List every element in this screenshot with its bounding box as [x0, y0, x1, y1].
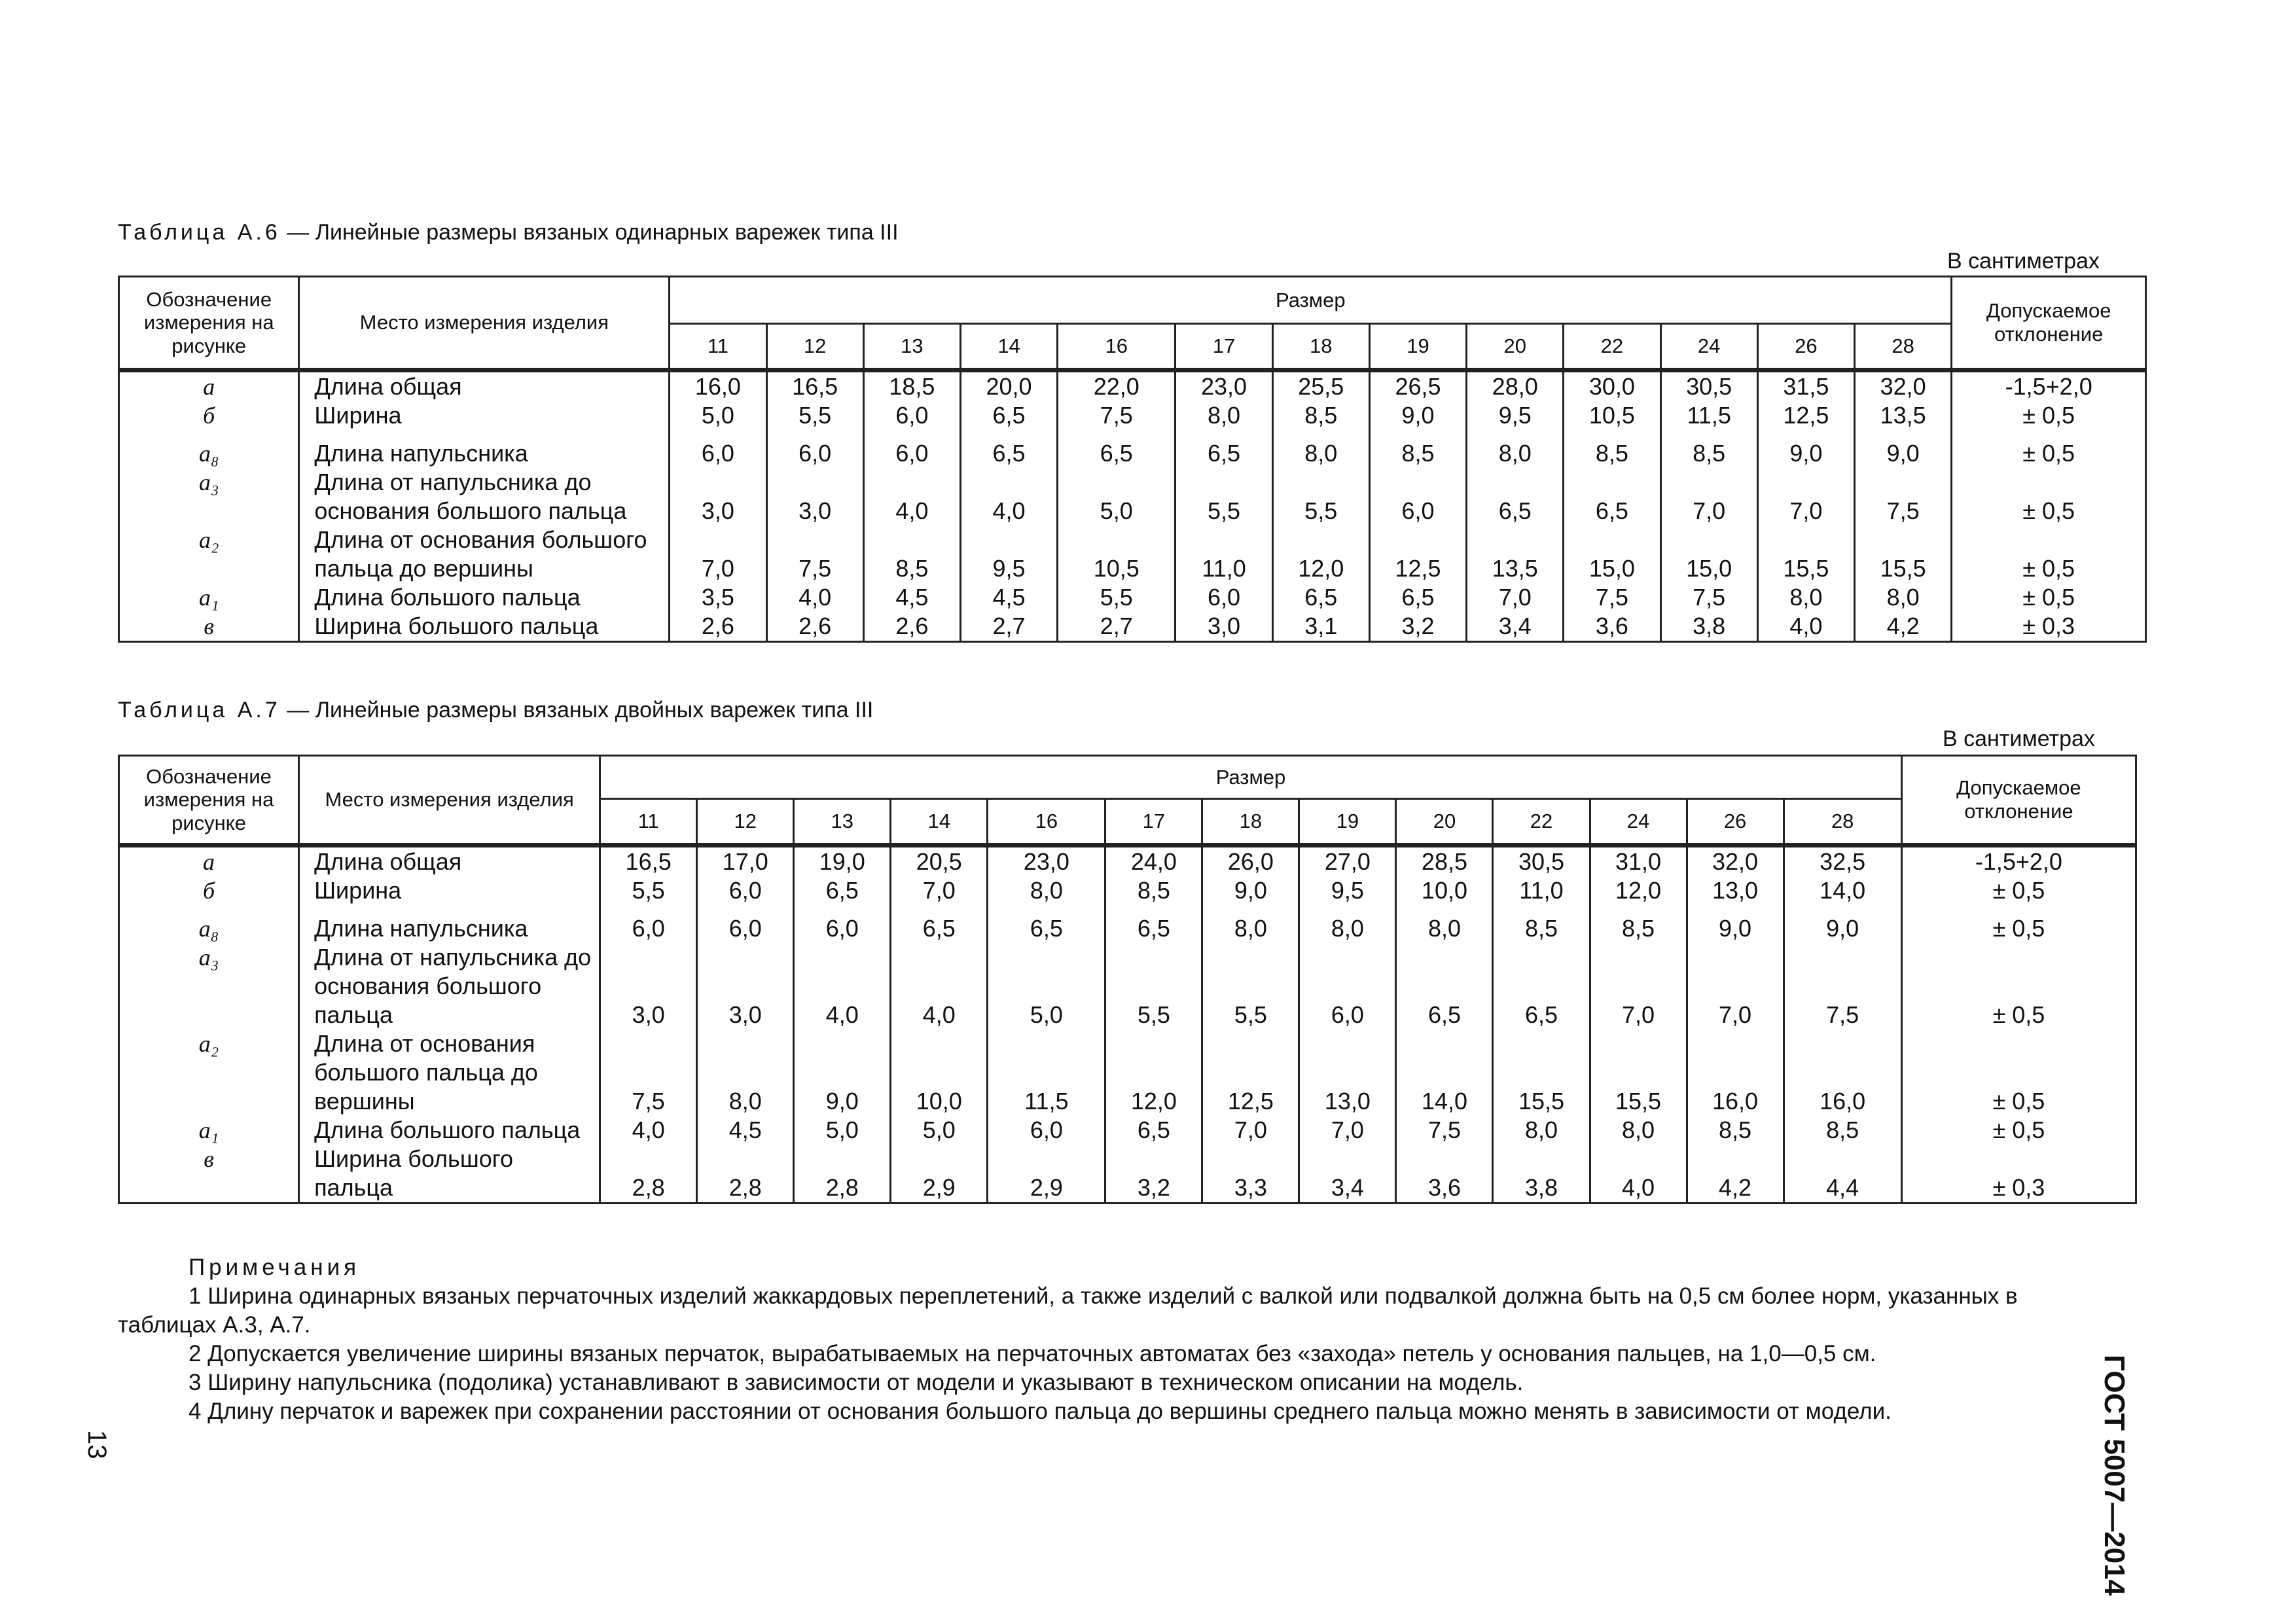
- size-value: 20,5: [891, 846, 988, 877]
- size-value: 14,0: [1396, 1029, 1493, 1116]
- header-tolerance: Допускаемое отклонение: [1901, 756, 2136, 846]
- size-value: 22,0: [1058, 370, 1175, 402]
- size-value: 2,9: [891, 1145, 988, 1204]
- tolerance-value: -1,5+2,0: [1952, 370, 2146, 402]
- size-value: 9,0: [1784, 905, 1901, 943]
- size-value: 12,5: [1757, 401, 1854, 430]
- size-value: 8,5: [1687, 1116, 1784, 1145]
- size-value: 8,0: [1272, 430, 1369, 468]
- size-value: 5,0: [891, 1116, 988, 1145]
- size-value: 18,5: [863, 370, 960, 402]
- size-value: 5,5: [600, 876, 697, 905]
- table-a7-caption-text: — Линейные размеры вязаных двойных варежек типа III: [280, 698, 874, 722]
- size-value: 31,0: [1590, 846, 1687, 877]
- size-value: 5,0: [794, 1116, 891, 1145]
- size-value: 7,0: [1660, 468, 1757, 526]
- size-value: 9,0: [1854, 430, 1951, 468]
- size-value: 7,0: [1590, 943, 1687, 1029]
- size-value: 4,0: [891, 943, 988, 1029]
- table-row: [119, 430, 2146, 468]
- size-value: 8,5: [863, 526, 960, 583]
- measurement-place: Ширина: [299, 401, 670, 430]
- size-header-cell: 28: [1784, 799, 1901, 846]
- size-value: 6,0: [697, 876, 794, 905]
- size-value: 8,5: [1660, 430, 1757, 468]
- size-value: 15,5: [1590, 1029, 1687, 1116]
- size-value: 11,5: [988, 1029, 1105, 1116]
- size-value: 8,0: [1590, 1116, 1687, 1145]
- size-value: 7,0: [1467, 583, 1564, 612]
- size-value: 8,5: [1564, 430, 1660, 468]
- size-value: 3,8: [1660, 612, 1757, 642]
- size-value: 19,0: [794, 846, 891, 877]
- size-value: 3,6: [1396, 1145, 1493, 1204]
- size-header-cell: 14: [891, 799, 988, 846]
- size-value: 3,6: [1564, 612, 1660, 642]
- tolerance-value: -1,5+2,0: [1901, 846, 2136, 877]
- size-value: 2,7: [960, 612, 1057, 642]
- size-value: 2,6: [670, 612, 766, 642]
- table-row: [119, 583, 2146, 612]
- size-value: 6,0: [863, 430, 960, 468]
- size-header-cell: 18: [1272, 324, 1369, 370]
- size-value: 10,5: [1564, 401, 1660, 430]
- measurement-symbol: а₁: [119, 1116, 299, 1145]
- size-value: 6,5: [1369, 583, 1466, 612]
- table-row: [119, 1116, 2136, 1145]
- size-value: 4,0: [1590, 1145, 1687, 1204]
- table-row: [119, 1029, 2136, 1116]
- size-value: 17,0: [697, 846, 794, 877]
- size-value: 6,5: [1564, 468, 1660, 526]
- size-value: 13,5: [1854, 401, 1951, 430]
- header-symbol: Обозначение измерения на рисунке: [119, 756, 299, 846]
- notes-section: [118, 1253, 2081, 1426]
- size-value: 8,0: [1467, 430, 1564, 468]
- size-value: 5,5: [1058, 583, 1175, 612]
- size-value: 3,4: [1467, 612, 1564, 642]
- size-value: 13,0: [1299, 1029, 1396, 1116]
- size-value: 14,0: [1784, 876, 1901, 905]
- table-row: [119, 905, 2136, 943]
- size-value: 4,0: [960, 468, 1057, 526]
- size-value: 7,5: [1058, 401, 1175, 430]
- table-a7-caption-prefix: Таблица А.7: [118, 698, 281, 722]
- measurement-place: Длина большого пальца: [299, 583, 670, 612]
- measurement-place: Длина от основания большого пальца до вершины: [299, 1029, 600, 1116]
- size-header-cell: 22: [1493, 799, 1590, 846]
- size-value: 2,8: [794, 1145, 891, 1204]
- note-2: 2 Допускается увеличение ширины вязаных перчаток, вырабатываемых на перчаточных автоматах без «захода» петель у основания пальцев, на 1,0—0,5 см.: [188, 1341, 1876, 1366]
- size-value: 27,0: [1299, 846, 1396, 877]
- size-value: 13,5: [1467, 526, 1564, 583]
- size-header-cell: 17: [1105, 799, 1202, 846]
- note-1: 1 Ширина одинарных вязаных перчаточных изделий жаккардовых переплетений, а также изделий с валкой или подвалкой должна быть на 0,5 см более норм, указанных в таблицах А.3, А.7.: [118, 1283, 2018, 1338]
- size-value: 4,4: [1784, 1145, 1901, 1204]
- table-a6-body: [119, 370, 2146, 642]
- size-value: 6,5: [1467, 468, 1564, 526]
- size-value: 7,5: [1396, 1116, 1493, 1145]
- size-value: 7,0: [670, 526, 766, 583]
- size-value: 8,5: [1590, 905, 1687, 943]
- measurement-symbol: в: [119, 1145, 299, 1204]
- size-value: 15,0: [1660, 526, 1757, 583]
- size-header-cell: 20: [1396, 799, 1493, 846]
- size-header-cell: 13: [794, 799, 891, 846]
- size-value: 8,0: [1493, 1116, 1590, 1145]
- tolerance-value: ± 0,5: [1901, 876, 2136, 905]
- size-value: 6,0: [1369, 468, 1466, 526]
- size-value: 5,5: [766, 401, 863, 430]
- table-row: [119, 468, 2146, 526]
- header-symbol: Обозначение измерения на рисунке: [119, 277, 299, 370]
- size-value: 12,0: [1590, 876, 1687, 905]
- size-value: 9,5: [1299, 876, 1396, 905]
- size-value: 7,5: [1784, 943, 1901, 1029]
- measurement-place: Длина общая: [299, 370, 670, 402]
- table-a7-caption: [118, 698, 873, 723]
- size-value: 11,0: [1493, 876, 1590, 905]
- measurement-symbol: б: [119, 401, 299, 430]
- size-value: 30,0: [1564, 370, 1660, 402]
- header-tolerance: Допускаемое отклонение: [1952, 277, 2146, 370]
- header-size: Размер: [670, 277, 1952, 324]
- size-value: 9,0: [1687, 905, 1784, 943]
- size-value: 7,0: [1687, 943, 1784, 1029]
- size-value: 16,5: [600, 846, 697, 877]
- size-value: 6,5: [794, 876, 891, 905]
- size-header-cell: 14: [960, 324, 1057, 370]
- size-value: 32,5: [1784, 846, 1901, 877]
- size-value: 8,5: [1272, 401, 1369, 430]
- table-row: [119, 846, 2136, 877]
- table-a6-caption: [118, 220, 899, 245]
- size-value: 8,0: [1175, 401, 1272, 430]
- size-value: 4,5: [863, 583, 960, 612]
- size-value: 6,5: [1105, 905, 1202, 943]
- standard-side-label: ГОСТ 5007—2014: [2098, 1355, 2130, 1596]
- size-value: 3,2: [1369, 612, 1466, 642]
- size-value: 23,0: [988, 846, 1105, 877]
- table-row: [119, 876, 2136, 905]
- size-value: 2,6: [863, 612, 960, 642]
- size-value: 8,0: [988, 876, 1105, 905]
- tolerance-value: ± 0,5: [1901, 905, 2136, 943]
- size-value: 3,0: [697, 943, 794, 1029]
- measurement-symbol: в: [119, 612, 299, 642]
- size-header-cell: 20: [1467, 324, 1564, 370]
- size-value: 3,1: [1272, 612, 1369, 642]
- size-value: 8,5: [1105, 876, 1202, 905]
- size-value: 6,5: [1175, 430, 1272, 468]
- table-row: [119, 943, 2136, 1029]
- size-value: 8,0: [1299, 905, 1396, 943]
- measurement-symbol: а₂: [119, 526, 299, 583]
- size-value: 6,5: [891, 905, 988, 943]
- size-value: 12,5: [1369, 526, 1466, 583]
- size-value: 4,0: [600, 1116, 697, 1145]
- size-value: 8,5: [1784, 1116, 1901, 1145]
- size-value: 4,0: [766, 583, 863, 612]
- size-value: 23,0: [1175, 370, 1272, 402]
- size-value: 5,0: [670, 401, 766, 430]
- size-value: 11,5: [1660, 401, 1757, 430]
- size-value: 5,5: [1272, 468, 1369, 526]
- size-value: 4,2: [1687, 1145, 1784, 1204]
- size-header-cell: 12: [697, 799, 794, 846]
- table-a7: [118, 755, 2137, 1204]
- size-value: 16,0: [1784, 1029, 1901, 1116]
- size-header-cell: 19: [1369, 324, 1466, 370]
- size-value: 7,5: [1564, 583, 1660, 612]
- size-value: 8,0: [1396, 905, 1493, 943]
- size-value: 6,5: [1105, 1116, 1202, 1145]
- size-value: 7,5: [600, 1029, 697, 1116]
- table-row: [119, 526, 2146, 583]
- size-value: 16,0: [670, 370, 766, 402]
- table-a7-body: [119, 846, 2136, 1204]
- size-header-cell: 22: [1564, 324, 1660, 370]
- size-header-cell: 12: [766, 324, 863, 370]
- size-value: 7,5: [1660, 583, 1757, 612]
- size-value: 2,8: [600, 1145, 697, 1204]
- measurement-place: Ширина: [299, 876, 600, 905]
- note-3: 3 Ширину напульсника (подолика) устанавливают в зависимости от модели и указывают в техническом описании на модель.: [188, 1370, 1524, 1395]
- tolerance-value: ± 0,5: [1952, 468, 2146, 526]
- size-value: 3,3: [1202, 1145, 1299, 1204]
- size-header-cell: 18: [1202, 799, 1299, 846]
- size-value: 28,5: [1396, 846, 1493, 877]
- notes-heading: Примечания: [188, 1255, 361, 1280]
- size-value: 6,0: [600, 905, 697, 943]
- size-value: 6,0: [988, 1116, 1105, 1145]
- size-value: 7,5: [766, 526, 863, 583]
- size-header-cell: 11: [600, 799, 697, 846]
- table-a6-units: В сантиметрах: [1947, 249, 2100, 274]
- size-value: 2,9: [988, 1145, 1105, 1204]
- size-value: 6,5: [1396, 943, 1493, 1029]
- tolerance-value: ± 0,3: [1901, 1145, 2136, 1204]
- size-value: 6,0: [1175, 583, 1272, 612]
- size-value: 6,5: [960, 430, 1057, 468]
- size-value: 24,0: [1105, 846, 1202, 877]
- size-value: 5,5: [1105, 943, 1202, 1029]
- size-value: 7,0: [1299, 1116, 1396, 1145]
- size-value: 6,0: [670, 430, 766, 468]
- size-value: 2,6: [766, 612, 863, 642]
- size-value: 16,5: [766, 370, 863, 402]
- size-value: 6,0: [794, 905, 891, 943]
- size-value: 16,0: [1687, 1029, 1784, 1116]
- size-value: 8,5: [1493, 905, 1590, 943]
- tolerance-value: ± 0,5: [1901, 1116, 2136, 1145]
- table-a6: [118, 276, 2147, 643]
- size-value: 7,5: [1854, 468, 1951, 526]
- size-header-cell: 11: [670, 324, 766, 370]
- size-value: 15,0: [1564, 526, 1660, 583]
- size-value: 4,5: [697, 1116, 794, 1145]
- header-place: Место измерения изделия: [299, 277, 670, 370]
- size-value: 25,5: [1272, 370, 1369, 402]
- size-value: 3,0: [670, 468, 766, 526]
- size-value: 6,5: [1493, 943, 1590, 1029]
- size-value: 6,5: [1272, 583, 1369, 612]
- size-value: 3,5: [670, 583, 766, 612]
- size-header-cell: 26: [1757, 324, 1854, 370]
- page-number: 13: [82, 1430, 111, 1459]
- size-value: 6,0: [766, 430, 863, 468]
- measurement-symbol: а₃: [119, 943, 299, 1029]
- size-value: 5,0: [1058, 468, 1175, 526]
- size-value: 4,0: [863, 468, 960, 526]
- size-value: 9,5: [960, 526, 1057, 583]
- size-value: 20,0: [960, 370, 1057, 402]
- table-row: [119, 370, 2146, 402]
- size-value: 8,0: [1854, 583, 1951, 612]
- size-value: 6,0: [697, 905, 794, 943]
- measurement-symbol: а₃: [119, 468, 299, 526]
- table-row: [119, 401, 2146, 430]
- size-value: 12,0: [1105, 1029, 1202, 1116]
- size-value: 7,0: [1757, 468, 1854, 526]
- size-header-cell: 28: [1854, 324, 1951, 370]
- tolerance-value: ± 0,3: [1952, 612, 2146, 642]
- measurement-place: Длина напульсника: [299, 905, 600, 943]
- size-value: 2,8: [697, 1145, 794, 1204]
- measurement-place: Длина напульсника: [299, 430, 670, 468]
- header-place: Место измерения изделия: [299, 756, 600, 846]
- size-value: 4,2: [1854, 612, 1951, 642]
- size-value: 15,5: [1854, 526, 1951, 583]
- size-value: 26,5: [1369, 370, 1466, 402]
- tolerance-value: ± 0,5: [1952, 583, 2146, 612]
- size-value: 6,0: [1299, 943, 1396, 1029]
- size-value: 12,0: [1272, 526, 1369, 583]
- size-value: 31,5: [1757, 370, 1854, 402]
- size-value: 9,5: [1467, 401, 1564, 430]
- size-value: 30,5: [1660, 370, 1757, 402]
- table-row: [119, 1145, 2136, 1204]
- size-header-cell: 26: [1687, 799, 1784, 846]
- size-header-cell: 24: [1590, 799, 1687, 846]
- size-header-cell: 24: [1660, 324, 1757, 370]
- size-value: 10,0: [891, 1029, 988, 1116]
- size-value: 32,0: [1854, 370, 1951, 402]
- size-value: 5,0: [988, 943, 1105, 1029]
- size-value: 3,0: [600, 943, 697, 1029]
- table-a7-units: В сантиметрах: [1943, 726, 2095, 751]
- table-row: [119, 612, 2146, 642]
- size-header-cell: 13: [863, 324, 960, 370]
- size-value: 3,2: [1105, 1145, 1202, 1204]
- measurement-place: Длина большого пальца: [299, 1116, 600, 1145]
- size-value: 13,0: [1687, 876, 1784, 905]
- size-value: 11,0: [1175, 526, 1272, 583]
- size-header-cell: 16: [988, 799, 1105, 846]
- size-value: 4,0: [794, 943, 891, 1029]
- measurement-symbol: а: [119, 846, 299, 877]
- size-value: 8,5: [1369, 430, 1466, 468]
- tolerance-value: ± 0,5: [1952, 526, 2146, 583]
- size-value: 8,0: [697, 1029, 794, 1116]
- size-value: 12,5: [1202, 1029, 1299, 1116]
- header-size: Размер: [600, 756, 1902, 799]
- size-value: 8,0: [1757, 583, 1854, 612]
- tolerance-value: ± 0,5: [1952, 430, 2146, 468]
- size-value: 3,4: [1299, 1145, 1396, 1204]
- measurement-symbol: б: [119, 876, 299, 905]
- size-value: 3,8: [1493, 1145, 1590, 1204]
- measurement-symbol: а₁: [119, 583, 299, 612]
- size-value: 8,0: [1202, 905, 1299, 943]
- table-a6-caption-prefix: Таблица А.6: [118, 220, 281, 245]
- measurement-symbol: а₂: [119, 1029, 299, 1116]
- tolerance-value: ± 0,5: [1952, 401, 2146, 430]
- tolerance-value: ± 0,5: [1901, 1029, 2136, 1116]
- size-value: 9,0: [1757, 430, 1854, 468]
- size-value: 6,5: [960, 401, 1057, 430]
- size-value: 7,0: [891, 876, 988, 905]
- size-value: 28,0: [1467, 370, 1564, 402]
- measurement-symbol: а: [119, 370, 299, 402]
- size-value: 6,5: [988, 905, 1105, 943]
- note-4: 4 Длину перчаток и варежек при сохранении расстоянии от основания большого пальца до вершины среднего пальца можно менять в зависимости от модели.: [188, 1399, 1892, 1424]
- size-value: 3,0: [1175, 612, 1272, 642]
- measurement-place: Длина от напульсника до основания большого пальца: [299, 943, 600, 1029]
- size-value: 15,5: [1757, 526, 1854, 583]
- size-value: 4,0: [1757, 612, 1854, 642]
- size-value: 6,5: [1058, 430, 1175, 468]
- size-header-cell: 17: [1175, 324, 1272, 370]
- size-value: 6,0: [863, 401, 960, 430]
- size-header-cell: 16: [1058, 324, 1175, 370]
- size-value: 9,0: [1202, 876, 1299, 905]
- table-a6-caption-text: — Линейные размеры вязаных одинарных варежек типа III: [280, 220, 899, 245]
- size-value: 10,0: [1396, 876, 1493, 905]
- tolerance-value: ± 0,5: [1901, 943, 2136, 1029]
- size-value: 26,0: [1202, 846, 1299, 877]
- size-value: 3,0: [766, 468, 863, 526]
- size-value: 2,7: [1058, 612, 1175, 642]
- size-value: 15,5: [1493, 1029, 1590, 1116]
- measurement-place: Ширина большого пальца: [299, 612, 670, 642]
- size-value: 4,5: [960, 583, 1057, 612]
- measurement-place: Длина общая: [299, 846, 600, 877]
- size-header-cell: 19: [1299, 799, 1396, 846]
- size-value: 5,5: [1175, 468, 1272, 526]
- size-value: 9,0: [794, 1029, 891, 1116]
- size-value: 5,5: [1202, 943, 1299, 1029]
- measurement-symbol: а₈: [119, 905, 299, 943]
- size-value: 30,5: [1493, 846, 1590, 877]
- size-value: 10,5: [1058, 526, 1175, 583]
- size-value: 7,0: [1202, 1116, 1299, 1145]
- measurement-place: Длина от напульсника до основания большого пальца: [299, 468, 670, 526]
- measurement-place: Длина от основания большого пальца до вершины: [299, 526, 670, 583]
- measurement-symbol: а₈: [119, 430, 299, 468]
- size-value: 32,0: [1687, 846, 1784, 877]
- measurement-place: Ширина большого пальца: [299, 1145, 600, 1204]
- size-value: 9,0: [1369, 401, 1466, 430]
